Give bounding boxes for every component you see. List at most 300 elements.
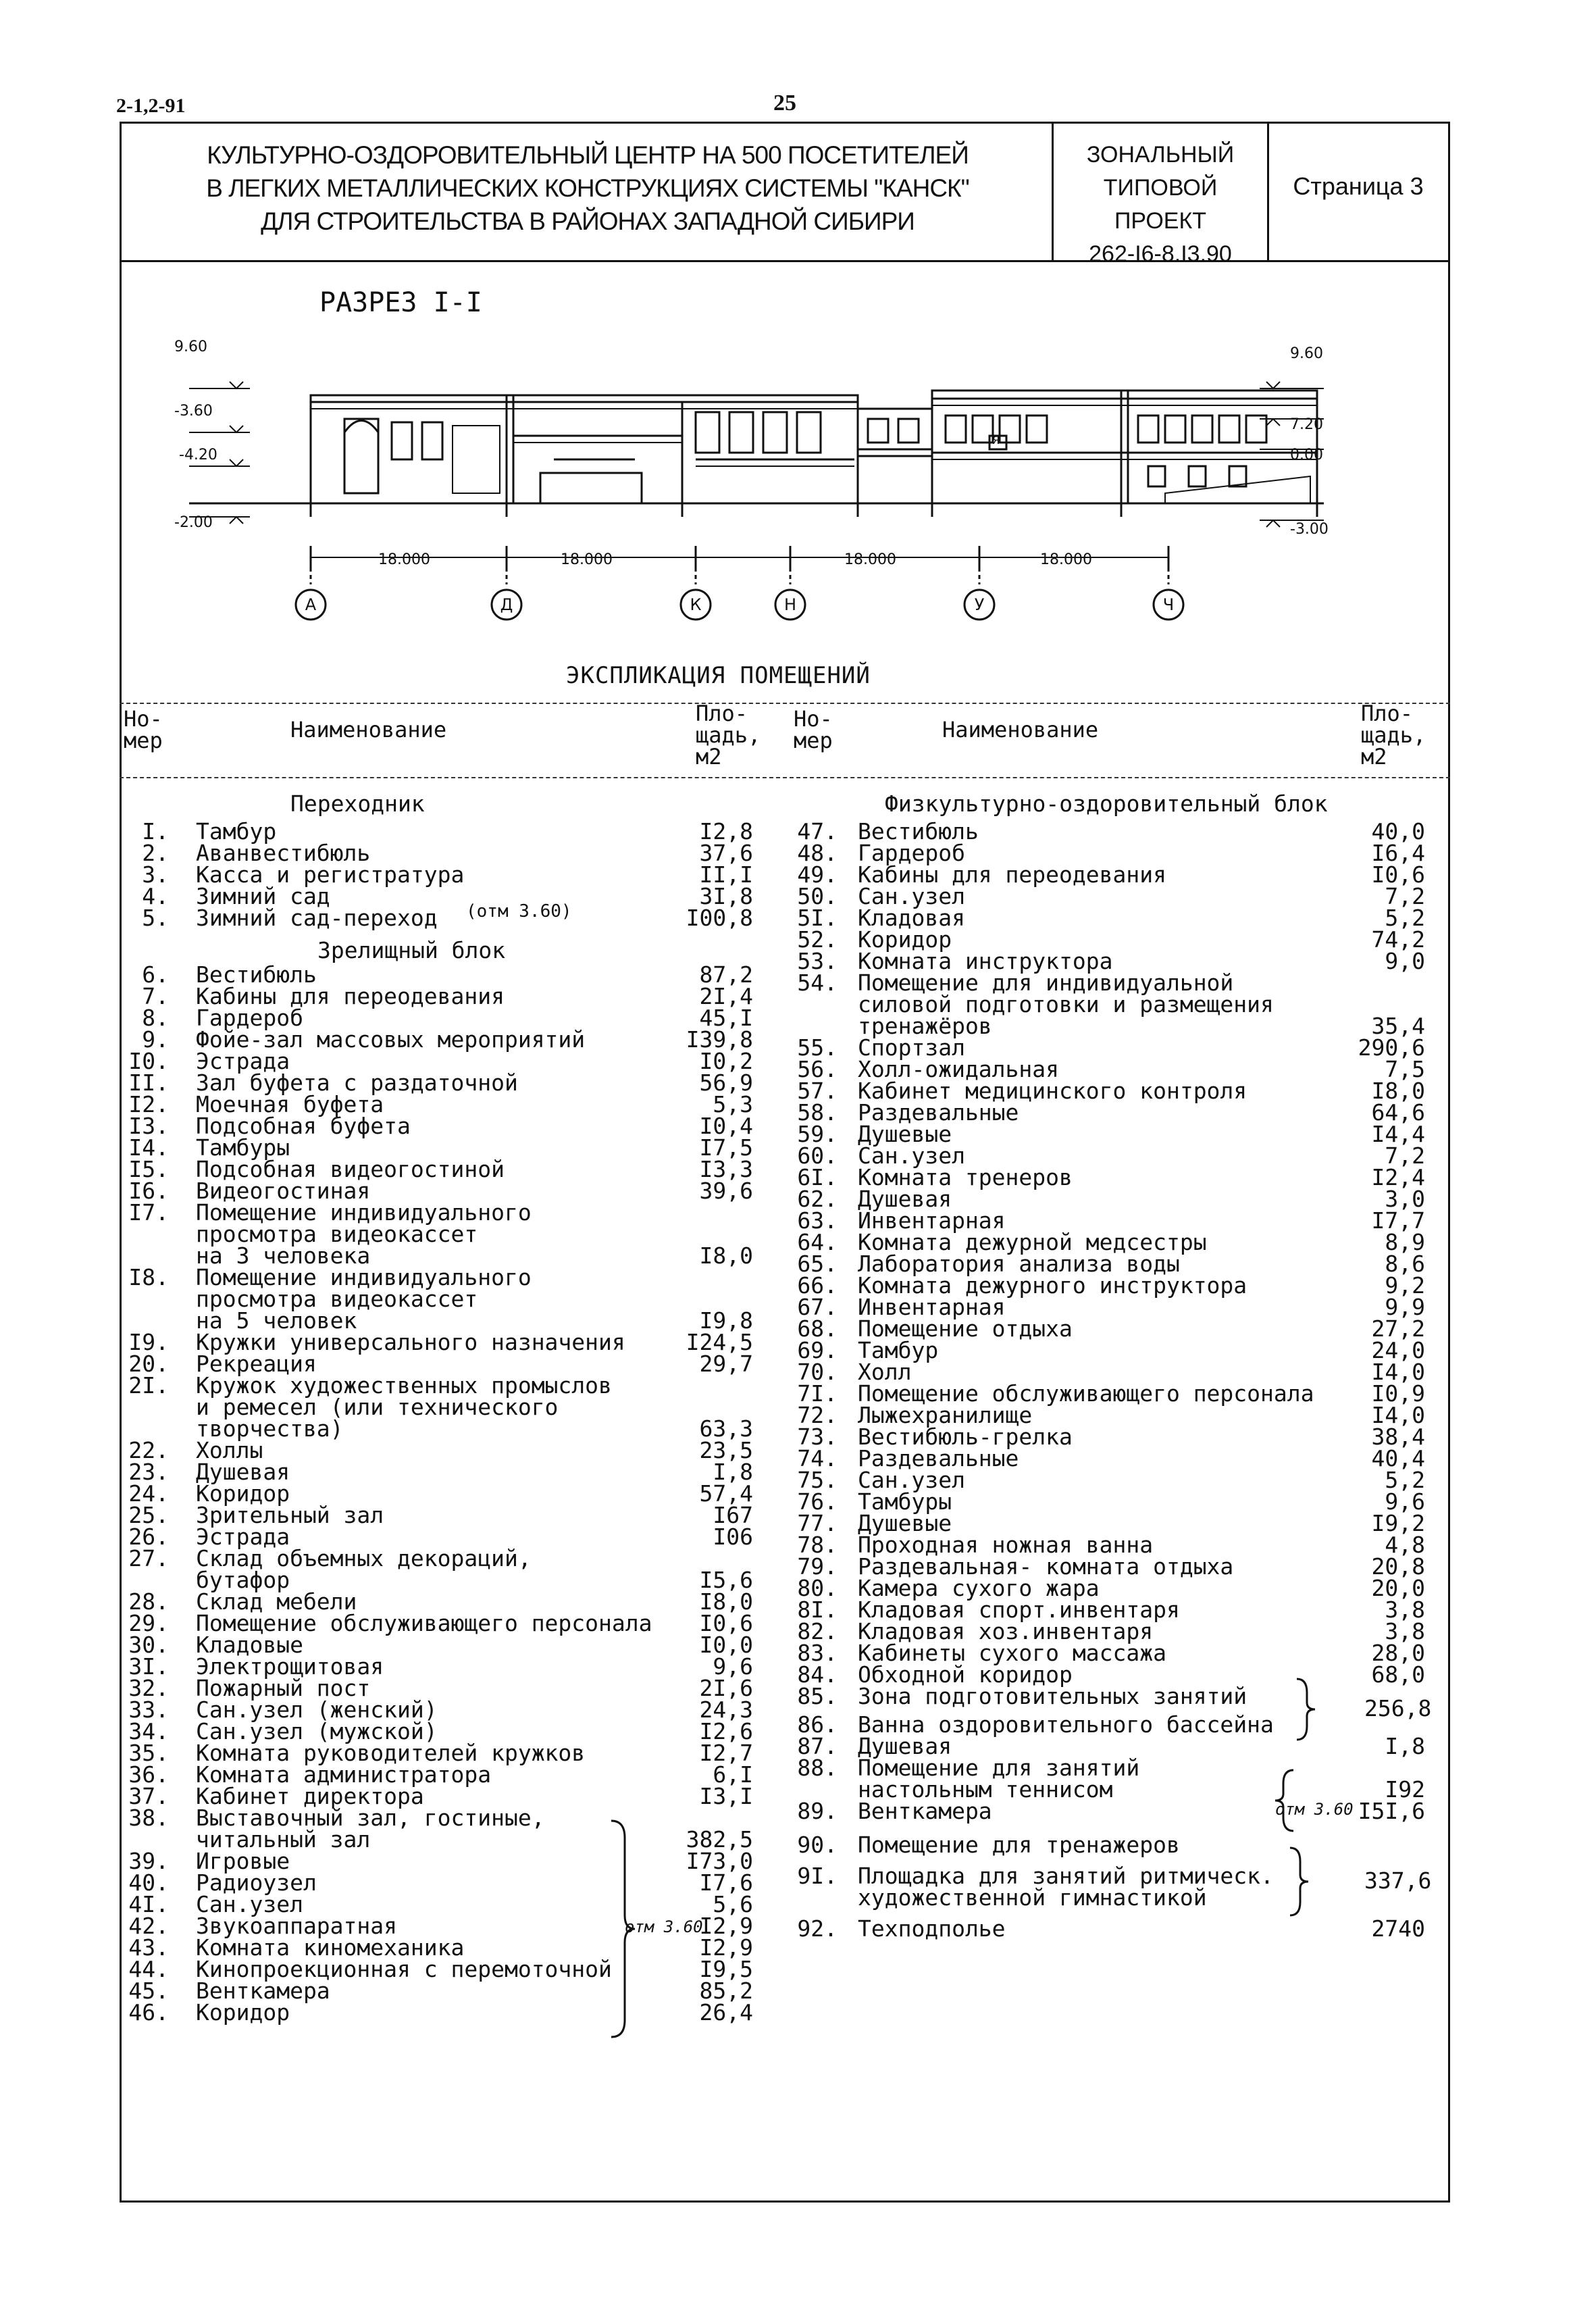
room-area: 35,4 [1371,1013,1425,1039]
room-number: 47. [797,818,838,845]
room-name: Звукоаппаратная [196,1913,398,1939]
room-number: 5I. [797,905,838,931]
room-name: тренажёров [858,1013,992,1039]
room-area: 8,6 [1385,1251,1425,1277]
room-area: 23,5 [699,1437,753,1463]
room-area: 24,0 [1371,1337,1425,1363]
room-name: Кинопроекционная с перемоточной [196,1956,612,1982]
room-area: I7,5 [699,1134,753,1161]
room-number: 3I. [128,1653,169,1680]
room-name: Зимний сад [196,883,330,909]
room-number: 63. [797,1207,838,1234]
room-area: 5,3 [713,1091,753,1117]
room-name: Кабинет медицинского контроля [858,1078,1247,1104]
room-name: силовой подготовки и размещения [858,991,1274,1017]
room-area: 9,6 [1385,1488,1425,1515]
room-name: Электрощитовая [196,1653,384,1680]
room-number: 3. [142,861,169,888]
room-area: I7,6 [699,1869,753,1896]
room-number: 85. [797,1683,838,1709]
room-name: Душевая [858,1186,952,1212]
room-number: 8I. [797,1596,838,1623]
room-name: Душевая [858,1733,952,1759]
title-line: В ЛЕГКИХ МЕТАЛЛИЧЕСКИХ КОНСТРУКЦИЯХ СИСТЕМЫ "КАНСК" [206,174,969,202]
room-name: Вестибюль [196,961,317,988]
room-name: Кабинет директора [196,1783,424,1809]
room-name: просмотра видеокассет [196,1286,478,1312]
level-mark: -2.00 [174,514,213,531]
room-number: 8. [142,1005,169,1031]
explication-title: ЭКСПЛИКАЦИЯ ПОМЕЩЕНИЙ [566,662,871,689]
room-area: 37,6 [699,840,753,866]
room-area: 24,3 [699,1696,753,1723]
room-name: Вестибюль-грелка [858,1424,1073,1450]
room-area: II,I [699,861,753,888]
room-name: Кладовая [858,905,965,931]
room-number: 53. [797,948,838,974]
room-number: 88. [797,1755,838,1781]
room-number: 20. [128,1351,169,1377]
span-dimension: 18.000 [378,551,430,568]
sheet-label: Страница 3 [1293,172,1424,200]
room-number: 73. [797,1424,838,1450]
room-name: Сан.узел (мужской) [196,1718,438,1744]
level-note: отм 3.60 [625,1917,703,1936]
room-number: 69. [797,1337,838,1363]
room-number: 30. [128,1632,169,1658]
room-number: 89. [797,1798,838,1824]
room-name: Рекреация [196,1351,317,1377]
room-name: Душевые [858,1121,952,1147]
table-top-rule [120,703,1450,704]
room-area: I,8 [713,1459,753,1485]
col-header-name: Наименование [290,717,447,743]
room-number: 84. [797,1661,838,1688]
room-number: 75. [797,1467,838,1493]
room-number: 49. [797,861,838,888]
span-dimension: 18.000 [1040,551,1092,568]
axis-label: У [974,595,985,614]
axis-label: Ч [1162,595,1175,614]
room-name: Сан.узел [858,1467,965,1493]
room-name: Помещение индивидуального [196,1199,532,1226]
room-name: Помещение для тренажеров [858,1832,1180,1858]
room-name: Венткамера [196,1978,330,2004]
level-note: отм 3.60 [1275,1800,1354,1819]
room-name: Помещение индивидуального [196,1264,532,1290]
room-number: 37. [128,1783,169,1809]
room-name: Обходной коридор [858,1661,1073,1688]
room-number: 22. [128,1437,169,1463]
room-name: Эстрада [196,1524,290,1550]
room-number: 46. [128,1999,169,2026]
group-heading: Зрелищный блок [317,937,506,963]
room-number: 28. [128,1588,169,1615]
room-name: Коридор [858,926,952,953]
room-label: Я [992,434,1000,447]
room-area: I8,0 [699,1242,753,1269]
room-number: I6. [128,1178,169,1204]
room-name: Комната администратора [196,1761,492,1788]
room-number: 23. [128,1459,169,1485]
room-area: I2,4 [1371,1164,1425,1190]
room-name: Радиоузел [196,1869,317,1896]
header-divider-v1 [1052,122,1054,260]
room-area: I3,I [699,1783,753,1809]
room-area: 28,0 [1371,1640,1425,1666]
room-name: Ванна оздоровительного бассейна [858,1711,1274,1738]
room-name: Раздевальная- комната отдыха [858,1553,1234,1580]
room-number: I8. [128,1264,169,1290]
room-area: I0,2 [699,1048,753,1074]
room-name: на 3 человека [196,1242,371,1269]
room-number: I0. [128,1048,169,1074]
room-name: Помещение отдыха [858,1315,1073,1342]
brace-value: 256,8 [1364,1695,1432,1721]
room-name: Лыжехранилище [858,1402,1033,1428]
room-number: 80. [797,1575,838,1601]
room-name: Сан.узел [858,883,965,909]
room-name: Аванвестибюль [196,840,371,866]
room-area: I2,7 [699,1740,753,1766]
room-name: Зона подготовительных занятий [858,1683,1247,1709]
room-area: I2,6 [699,1718,753,1744]
room-number: 55. [797,1034,838,1061]
room-area: I2,8 [699,818,753,845]
room-area: 7,2 [1385,1142,1425,1169]
room-number: I4. [128,1134,169,1161]
room-number: 27. [128,1545,169,1571]
room-number: 5. [142,905,169,931]
room-area: 85,2 [699,1978,753,2004]
room-area: I4,0 [1371,1359,1425,1385]
room-area: I67 [713,1502,753,1528]
room-area: I0,9 [1371,1380,1425,1407]
room-name: Кабины для переодевания [858,861,1166,888]
room-number: 38. [128,1805,169,1831]
room-area: 9,0 [1385,948,1425,974]
room-name: Холл [858,1359,912,1385]
room-area: 3,8 [1385,1618,1425,1644]
room-name: художественной гимнастикой [858,1884,1207,1911]
room-name: Тамбуры [196,1134,290,1161]
brace [1287,1844,1314,1919]
room-name: Камера сухого жара [858,1575,1100,1601]
room-number: 83. [797,1640,838,1666]
room-area: I73,0 [686,1848,753,1874]
room-number: 7. [142,983,169,1009]
level-mark: -4.20 [179,447,217,463]
room-area: 7,5 [1385,1056,1425,1082]
room-area: 5,6 [713,1891,753,1917]
room-name: Раздевальные [858,1445,1019,1472]
room-number: 56. [797,1056,838,1082]
room-area: I9,2 [1371,1510,1425,1536]
page-number: 25 [773,91,796,116]
section-title: РАЗРЕЗ I-I [319,287,482,318]
room-name: Кабины для переодевания [196,983,505,1009]
room-number: I2. [128,1091,169,1117]
room-name: Склад мебели [196,1588,357,1615]
level-mark: -3.60 [174,403,213,420]
room-name: Подсобная буфета [196,1113,411,1139]
room-name: Вестибюль [858,818,979,845]
room-area: I2,9 [699,1913,753,1939]
room-name: Подсобная видеогостиной [196,1156,505,1182]
room-name: Тамбур [858,1337,939,1363]
project-line: ЗОНАЛЬНЫЙ [1086,142,1235,168]
room-name: Сан.узел [196,1891,303,1917]
room-name: творчества) [196,1415,344,1442]
col-header-area: Пло- щадь, м2 [696,701,761,770]
room-area: 8,9 [1385,1229,1425,1255]
room-area: I0,4 [699,1113,753,1139]
room-name: Кабинеты сухого массажа [858,1640,1166,1666]
room-number: 2I. [128,1372,169,1399]
room-area: 40,4 [1371,1445,1425,1472]
room-number: 68. [797,1315,838,1342]
room-number: 77. [797,1510,838,1536]
room-name: Комната киномеханика [196,1934,465,1961]
room-number: 65. [797,1251,838,1277]
room-area: 87,2 [699,961,753,988]
room-area: 382,5 [686,1826,753,1853]
room-number: 92. [797,1915,838,1942]
axis-label: К [690,595,702,614]
section-drawing [149,331,1364,642]
room-number: 42. [128,1913,169,1939]
room-area: I06 [713,1524,753,1550]
room-name: Касса и регистратура [196,861,465,888]
room-name: Помещение для занятий [858,1755,1140,1781]
room-number: 58. [797,1099,838,1126]
room-number: 6I. [797,1164,838,1190]
room-name: Комната тренеров [858,1164,1073,1190]
room-area: 39,6 [699,1178,753,1204]
room-name: Техподполье [858,1915,1006,1942]
project-code: 262-I6-8.I3.90 [1089,241,1232,267]
room-name: Венткамера [858,1798,992,1824]
room-name: Склад объемных декораций, [196,1545,532,1571]
room-area: I8,0 [1371,1078,1425,1104]
room-area: 56,9 [699,1070,753,1096]
room-area: I0,6 [1371,861,1425,888]
brace-value: 337,6 [1364,1867,1432,1894]
room-name: Спортзал [858,1034,965,1061]
room-number: 90. [797,1832,838,1858]
room-name: Кладовая спорт.инвентаря [858,1596,1180,1623]
room-number: 34. [128,1718,169,1744]
col-header-area: Пло- щадь, м2 [1361,701,1426,770]
room-name: Проходная ножная ванна [858,1532,1154,1558]
room-area: I0,6 [699,1610,753,1636]
brace [608,1817,648,2040]
room-name: Гардероб [196,1005,303,1031]
room-area: 27,2 [1371,1315,1425,1342]
room-number: I. [142,818,169,845]
room-name: Холлы [196,1437,263,1463]
room-area: I0,0 [699,1632,753,1658]
room-number: 52. [797,926,838,953]
room-area: 64,6 [1371,1099,1425,1126]
room-name: бутафор [196,1567,290,1593]
room-name: Коридор [196,1999,290,2026]
room-area: I,8 [1385,1733,1425,1759]
room-number: 32. [128,1675,169,1701]
room-area: I8,0 [699,1588,753,1615]
room-name: Моечная буфета [196,1091,384,1117]
room-name: Кладовые [196,1632,303,1658]
room-number: 35. [128,1740,169,1766]
room-name: Раздевальные [858,1099,1019,1126]
room-number: 24. [128,1480,169,1507]
room-number: 9I. [797,1863,838,1889]
room-area: 2I,6 [699,1675,753,1701]
room-area: I92 [1385,1776,1425,1803]
col-header-number: Но- мер [794,706,833,753]
room-number: 60. [797,1142,838,1169]
brace [1270,1767,1297,1834]
room-area: 5,2 [1385,1467,1425,1493]
room-area: 2740 [1371,1915,1425,1942]
room-name: Сан.узел (женский) [196,1696,438,1723]
room-area: 20,0 [1371,1575,1425,1601]
room-number: 45. [128,1978,169,2004]
room-area: 4,8 [1385,1532,1425,1558]
room-number: 82. [797,1618,838,1644]
room-area: I3,3 [699,1156,753,1182]
room-number: 44. [128,1956,169,1982]
room-number: 79. [797,1553,838,1580]
room-number: 48. [797,840,838,866]
room-number: 40. [128,1869,169,1896]
room-name: Комната руководителей кружков [196,1740,586,1766]
room-area: I2,9 [699,1934,753,1961]
room-name: Зимний сад-переход [196,905,438,931]
room-number: 4. [142,883,169,909]
room-area: 7,2 [1385,883,1425,909]
room-name: Коридор [196,1480,290,1507]
room-name: Лаборатория анализа воды [858,1251,1180,1277]
room-area: I24,5 [686,1329,753,1355]
room-name: Инвентарная [858,1207,1006,1234]
room-area: 2I,4 [699,983,753,1009]
room-number: 72. [797,1402,838,1428]
room-number: 59. [797,1121,838,1147]
room-name: Видеогостиная [196,1178,371,1204]
room-number: 33. [128,1696,169,1723]
room-number: 6. [142,961,169,988]
room-number: 64. [797,1229,838,1255]
room-number: 39. [128,1848,169,1874]
room-number: 54. [797,970,838,996]
room-name: Кружки универсального назначения [196,1329,625,1355]
room-number: 9. [142,1026,169,1053]
room-area: 290,6 [1358,1034,1425,1061]
room-number: 66. [797,1272,838,1299]
room-name: Помещение обслуживающего персонала [858,1380,1314,1407]
room-area: 20,8 [1371,1553,1425,1580]
room-number: 50. [797,883,838,909]
level-mark: 9.60 [174,338,207,355]
room-area: I5I,6 [1358,1798,1425,1824]
room-number: I3. [128,1113,169,1139]
room-area: I4,0 [1371,1402,1425,1428]
room-name: Кладовая хоз.инвентаря [858,1618,1154,1644]
document-title [135,139,1040,238]
axis-label: А [305,595,317,614]
room-number: 67. [797,1294,838,1320]
room-number: 7I. [797,1380,838,1407]
room-number: 76. [797,1488,838,1515]
room-area: 29,7 [699,1351,753,1377]
room-number: 2. [142,840,169,866]
room-name: Инвентарная [858,1294,1006,1320]
room-number: 43. [128,1934,169,1961]
room-area: 9,2 [1385,1272,1425,1299]
room-area: I4,4 [1371,1121,1425,1147]
project-line: ТИПОВОЙ ПРОЕКТ [1103,175,1218,234]
room-number: 26. [128,1524,169,1550]
room-number: I7. [128,1199,169,1226]
room-name: Пожарный пост [196,1675,371,1701]
room-number: II. [128,1070,169,1096]
room-area: I9,5 [699,1956,753,1982]
room-name: Помещение для индивидуальной [858,970,1234,996]
room-number: 87. [797,1733,838,1759]
col-header-number: Но- мер [124,706,163,753]
room-area: 6,I [713,1761,753,1788]
room-number: 70. [797,1359,838,1385]
room-name: Тамбуры [858,1488,952,1515]
group-heading: Физкультурно-оздоровительный блок [885,790,1328,817]
room-number: 36. [128,1761,169,1788]
room-area: I9,8 [699,1307,753,1334]
span-dimension: 18.000 [844,551,896,568]
room-name: Кружок художественных промыслов [196,1372,612,1399]
room-area: I00,8 [686,905,753,931]
room-area: 68,0 [1371,1661,1425,1688]
room-area: 40,0 [1371,818,1425,845]
room-number: 74. [797,1445,838,1472]
room-name: Душевые [858,1510,952,1536]
room-name: Комната дежурной медсестры [858,1229,1207,1255]
room-area: I6,4 [1371,840,1425,866]
room-area: 3I,8 [699,883,753,909]
title-line: КУЛЬТУРНО-ОЗДОРОВИТЕЛЬНЫЙ ЦЕНТР НА 500 ПОСЕТИТЕЛЕЙ [207,141,969,169]
room-name: Сан.узел [858,1142,965,1169]
room-number: 78. [797,1532,838,1558]
level-mark: 7.20 [1290,416,1323,433]
room-area: I5,6 [699,1567,753,1593]
room-number: 29. [128,1610,169,1636]
room-name: Тамбур [196,818,277,845]
room-area: 3,0 [1385,1186,1425,1212]
room-number: 57. [797,1078,838,1104]
room-area: 5,2 [1385,905,1425,931]
room-name: Душевая [196,1459,290,1485]
room-name: просмотра видеокассет [196,1221,478,1247]
room-area: 74,2 [1371,926,1425,953]
room-number: 62. [797,1186,838,1212]
room-number: 4I. [128,1891,169,1917]
room-number: I9. [128,1329,169,1355]
axis-label: Н [783,595,797,614]
room-number: I5. [128,1156,169,1182]
title-line: ДЛЯ СТРОИТЕЛЬСТВА В РАЙОНАХ ЗАПАДНОЙ СИБИРИ [261,207,915,235]
room-name: настольным теннисом [858,1776,1113,1803]
room-name: и ремесел (или технического [196,1394,559,1420]
